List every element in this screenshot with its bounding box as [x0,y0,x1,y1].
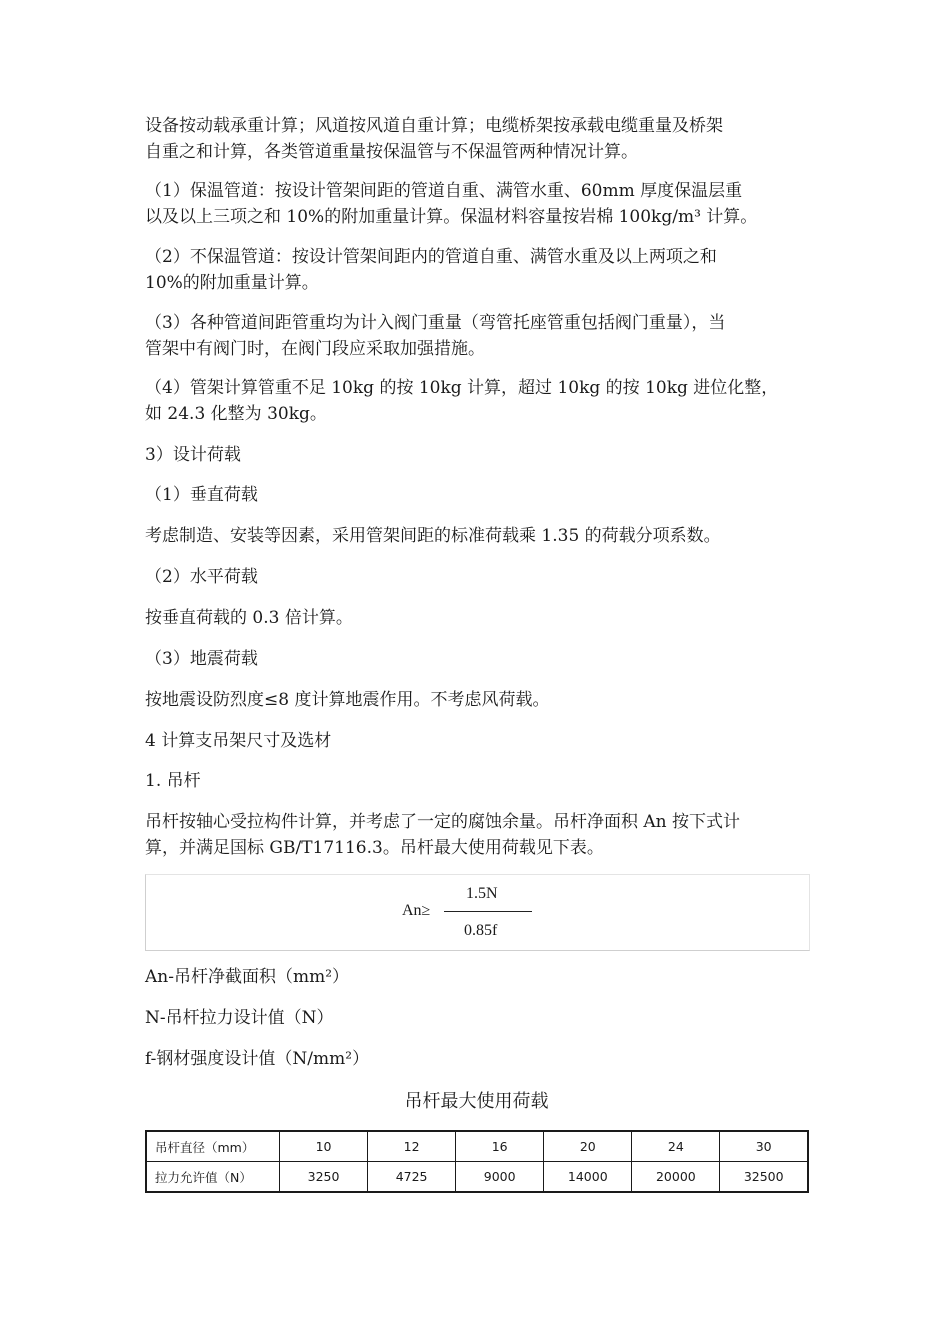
table-cell: 9000 [456,1162,544,1193]
table-cell: 30 [720,1131,808,1162]
text-line: 以及以上三项之和 10%的附加重量计算。保温材料容量按岩棉 100kg/m³ 计算。 [145,207,758,227]
definition-n: N-吊杆拉力设计值（N） [145,1008,334,1028]
paragraph-insulated-pipe [145,178,810,230]
text-line: 设备按动载承重计算；风道按风道自重计算；电缆桥架按承载电缆重量及桥架 [145,116,723,136]
table-cell: 12 [368,1131,456,1162]
table-cell: 3250 [280,1162,368,1193]
definition-an: An-吊杆净截面积（mm²） [145,967,350,987]
text-line: 算，并满足国标 GB/T17116.3。吊杆最大使用荷载见下表。 [145,838,604,858]
row-header-allowable-tension: 拉力允许值（N） [146,1162,280,1193]
formula [402,884,542,944]
heading-sizing-selection: 4 计算支吊架尺寸及选材 [145,731,332,751]
heading-vertical-load: （1）垂直荷载 [145,485,258,505]
table-cell: 4725 [368,1162,456,1193]
table-cell: 10 [280,1131,368,1162]
text-line: （1）保温管道：按设计管架间距的管道自重、满管水重、60mm 厚度保温层重 [145,181,743,201]
paragraph-valve-weight [145,310,810,362]
table-cell: 32500 [720,1162,808,1193]
table-cell: 14000 [544,1162,632,1193]
heading-hanger-rod: 1. 吊杆 [145,771,201,791]
text-line: （3）各种管道间距管重均为计入阀门重量（弯管托座管重包括阀门重量），当 [145,313,726,333]
formula-lhs: An≥ [402,902,431,919]
paragraph-hanger-rod [145,809,810,861]
fraction-bar [444,911,532,912]
text-line: （2）不保温管道：按设计管架间距内的管道自重、满管水重及以上两项之和 [145,247,717,267]
formula-denominator: 0.85f [464,922,498,939]
text-line: 自重之和计算，各类管道重量按保温管与不保温管两种情况计算。 [145,142,638,162]
table-row [146,1162,808,1193]
table-cell: 24 [632,1131,720,1162]
text-line: （4）管架计算管重不足 10kg 的按 10kg 计算，超过 10kg 的按 10kg 进位化整， [145,378,779,398]
paragraph-vertical-load: 考虑制造、安装等因素，采用管架间距的标准荷载乘 1.35 的荷载分项系数。 [145,526,721,546]
table-cell: 16 [456,1131,544,1162]
text-line: 管架中有阀门时，在阀门段应采取加强措施。 [145,339,485,359]
text-line: 吊杆按轴心受拉构件计算，并考虑了一定的腐蚀余量。吊杆净面积 An 按下式计 [145,812,741,832]
definition-f: f-钢材强度设计值（N/mm²） [145,1049,370,1069]
table-row [146,1131,808,1162]
paragraph-seismic-load: 按地震设防烈度≤8 度计算地震作用。不考虑风荷载。 [145,690,550,710]
table-cell: 20 [544,1131,632,1162]
heading-seismic-load: （3）地震荷载 [145,649,258,669]
table-caption: 吊杆最大使用荷载 [404,1091,549,1112]
text-line: 10%的附加重量计算。 [145,273,319,293]
paragraph-weight-rounding [145,375,810,427]
paragraph-horizontal-load: 按垂直荷载的 0.3 倍计算。 [145,608,353,628]
heading-design-load: 3）设计荷载 [145,445,241,465]
row-header-diameter: 吊杆直径（mm） [146,1131,280,1162]
table-cell: 20000 [632,1162,720,1193]
paragraph-load-basis [145,113,810,165]
hanger-rod-load-table [145,1130,809,1193]
text-line: 如 24.3 化整为 30kg。 [145,404,327,424]
formula-numerator: 1.5N [466,885,498,902]
heading-horizontal-load: （2）水平荷载 [145,567,258,587]
paragraph-uninsulated-pipe [145,244,810,296]
